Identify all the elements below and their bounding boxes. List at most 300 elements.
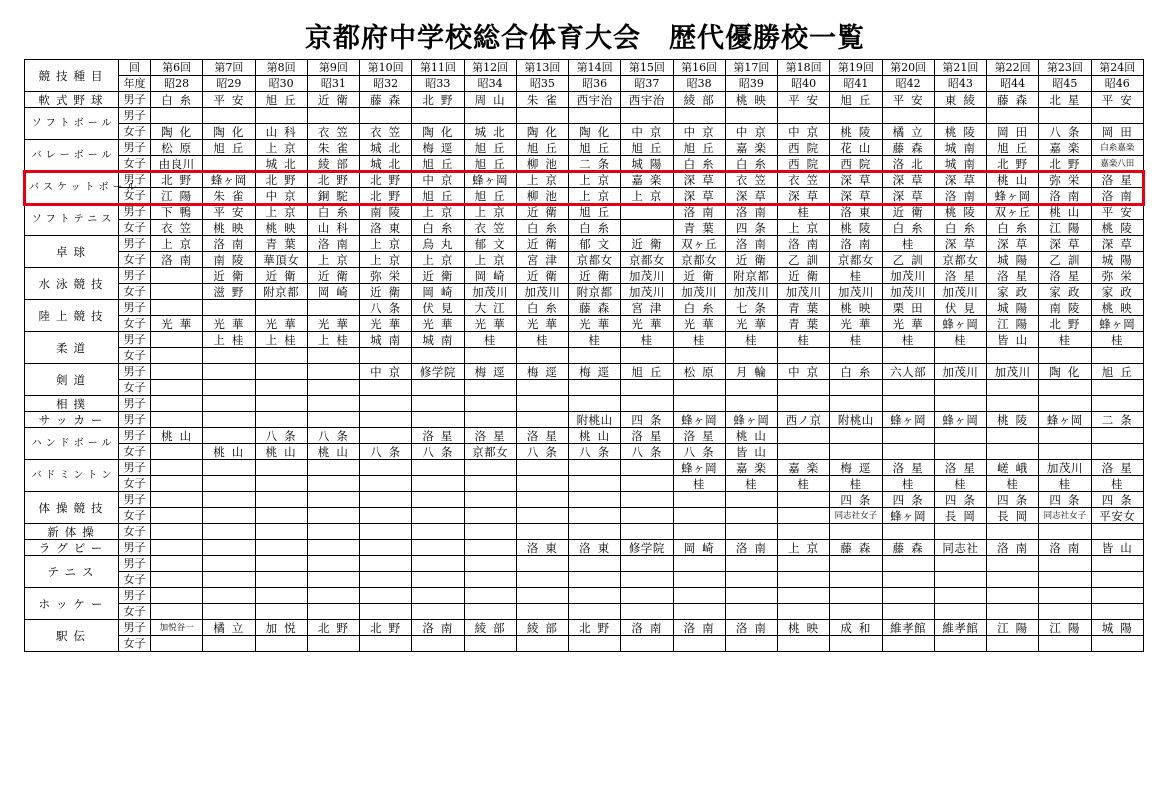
- winner-cell: 城南: [934, 156, 986, 172]
- winner-cell: [1091, 396, 1144, 412]
- winner-cell: 藤森: [569, 300, 621, 316]
- winner-cell: 洛星: [621, 428, 673, 444]
- winner-cell: 同志社女子: [830, 508, 882, 524]
- winner-cell: 加茂川: [621, 284, 673, 300]
- winner-cell: 洛星: [1091, 460, 1144, 476]
- winner-cell: 上京: [412, 204, 464, 220]
- winner-cell: [412, 524, 464, 540]
- winner-cell: [203, 476, 255, 492]
- winner-cell: [830, 572, 882, 588]
- winner-cell: [255, 108, 307, 124]
- winner-cell: 光華: [569, 316, 621, 332]
- winner-cell: 深草: [882, 172, 934, 188]
- winner-cell: [255, 508, 307, 524]
- nendo-header: 昭33: [412, 76, 464, 92]
- winner-cell: [464, 508, 516, 524]
- winner-cell: [673, 380, 725, 396]
- winner-cell: 藤森: [882, 140, 934, 156]
- winner-cell: 桂: [1039, 476, 1091, 492]
- winner-cell: 上京: [569, 172, 621, 188]
- winner-cell: 上桂: [255, 332, 307, 348]
- winner-cell: 白糸: [987, 220, 1039, 236]
- winner-cell: [934, 428, 986, 444]
- winner-cell: 岡崎: [307, 284, 359, 300]
- winner-cell: 桃陵: [830, 124, 882, 140]
- winner-cell: 旭丘: [412, 188, 464, 204]
- winner-cell: [1039, 396, 1091, 412]
- winner-cell: 南陵: [1039, 300, 1091, 316]
- winner-cell: 城南: [360, 332, 412, 348]
- winner-cell: 柳池: [516, 156, 568, 172]
- winner-cell: [778, 444, 830, 460]
- winner-cell: 岡崎: [673, 540, 725, 556]
- winner-cell: 朱雀: [203, 188, 255, 204]
- kai-header: 第21回: [934, 60, 986, 76]
- winner-cell: [725, 396, 777, 412]
- winner-cell: [516, 380, 568, 396]
- sex-label: 女子: [119, 508, 151, 524]
- winner-cell: 岡崎: [464, 268, 516, 284]
- winner-cell: [778, 428, 830, 444]
- winner-cell: 近衛: [516, 236, 568, 252]
- winner-cell: [569, 556, 621, 572]
- winner-cell: [778, 572, 830, 588]
- winner-cell: [516, 492, 568, 508]
- winner-cell: 京都女: [621, 252, 673, 268]
- winner-cell: [987, 428, 1039, 444]
- sex-label: 女子: [119, 156, 151, 172]
- winner-cell: 城陽: [987, 252, 1039, 268]
- sex-label: 女子: [119, 348, 151, 364]
- nendo-header: 昭42: [882, 76, 934, 92]
- table-row: [25, 524, 1144, 540]
- table-row: [25, 332, 1144, 348]
- winner-cell: [360, 508, 412, 524]
- winner-cell: 中京: [621, 124, 673, 140]
- winner-cell: 江陽: [1039, 220, 1091, 236]
- winner-cell: 東綾: [934, 92, 986, 108]
- winner-cell: 白糸: [725, 156, 777, 172]
- winner-cell: 洛星: [1039, 268, 1091, 284]
- winner-cell: [203, 348, 255, 364]
- winner-cell: 光華: [151, 316, 203, 332]
- winner-cell: 修学院: [412, 364, 464, 380]
- winner-cell: 郁文: [569, 236, 621, 252]
- winner-cell: [725, 604, 777, 620]
- winner-cell: 江陽: [1039, 620, 1091, 636]
- winner-cell: [882, 588, 934, 604]
- winner-cell: 岡崎: [412, 284, 464, 300]
- winner-cell: 北野: [255, 172, 307, 188]
- winner-cell: 朱雀: [516, 92, 568, 108]
- winner-cell: [151, 556, 203, 572]
- sport-name: 体操競技: [25, 492, 119, 524]
- winner-cell: 旭丘: [621, 364, 673, 380]
- winner-cell: 白糸: [516, 220, 568, 236]
- winner-cell: 嘉楽: [725, 140, 777, 156]
- sex-label: 女子: [119, 284, 151, 300]
- winner-cell: [621, 460, 673, 476]
- winner-cell: 加茂川: [778, 284, 830, 300]
- winner-cell: [569, 108, 621, 124]
- winner-cell: [569, 604, 621, 620]
- winner-cell: [412, 380, 464, 396]
- winner-cell: [621, 380, 673, 396]
- winner-cell: 洛星: [987, 268, 1039, 284]
- winner-cell: 洛南: [830, 236, 882, 252]
- winner-cell: [412, 476, 464, 492]
- winner-cell: 蜂ヶ岡: [1039, 412, 1091, 428]
- winner-cell: [516, 108, 568, 124]
- winner-cell: [569, 492, 621, 508]
- winner-cell: 桃山: [151, 428, 203, 444]
- winner-cell: [412, 492, 464, 508]
- sex-label: 女子: [119, 188, 151, 204]
- sex-label: 女子: [119, 604, 151, 620]
- winner-cell: 桂: [673, 476, 725, 492]
- winner-cell: 上京: [464, 204, 516, 220]
- winner-cell: [307, 588, 359, 604]
- winner-cell: 近衛: [673, 268, 725, 284]
- winner-cell: 青葉: [778, 316, 830, 332]
- winner-cell: [151, 604, 203, 620]
- winner-cell: [569, 524, 621, 540]
- kai-label: 回: [119, 60, 151, 76]
- sex-label: 女子: [119, 572, 151, 588]
- winner-cell: 深草: [934, 236, 986, 252]
- winner-cell: 乙訓: [778, 252, 830, 268]
- sex-label: 女子: [119, 252, 151, 268]
- winner-cell: 蜂ヶ岡: [934, 412, 986, 428]
- winner-cell: 北野: [307, 620, 359, 636]
- winner-cell: 上京: [516, 172, 568, 188]
- sex-label: 男子: [119, 620, 151, 636]
- winner-cell: 長岡: [934, 508, 986, 524]
- winner-cell: 中京: [360, 364, 412, 380]
- winner-cell: 柳池: [516, 188, 568, 204]
- winner-cell: 近衛: [621, 236, 673, 252]
- winner-cell: [360, 108, 412, 124]
- winner-cell: [987, 572, 1039, 588]
- winner-cell: [203, 380, 255, 396]
- winner-cell: 白糸: [673, 156, 725, 172]
- winner-cell: 洛南: [725, 540, 777, 556]
- winner-cell: 上京: [464, 252, 516, 268]
- winner-cell: 衣笠: [725, 172, 777, 188]
- winner-cell: 旭丘: [987, 140, 1039, 156]
- winner-cell: [464, 396, 516, 412]
- winner-cell: 乙訓: [882, 252, 934, 268]
- winner-cell: 中京: [725, 124, 777, 140]
- winner-cell: 加茂川: [621, 268, 673, 284]
- winner-cell: 白糸: [151, 92, 203, 108]
- kai-header: 第19回: [830, 60, 882, 76]
- winner-cell: 京都女: [934, 252, 986, 268]
- nendo-header: 昭29: [203, 76, 255, 92]
- winner-cell: [830, 428, 882, 444]
- winner-cell: 弥栄: [360, 268, 412, 284]
- winner-cell: 梅逕: [412, 140, 464, 156]
- sport-name: サッカー: [25, 412, 119, 428]
- winner-cell: [360, 524, 412, 540]
- winner-cell: [1039, 108, 1091, 124]
- winner-cell: [1091, 636, 1144, 652]
- winner-cell: 上桂: [307, 332, 359, 348]
- winner-cell: 洛東: [830, 204, 882, 220]
- winner-cell: 江陽: [987, 620, 1039, 636]
- winner-cell: [464, 588, 516, 604]
- winner-cell: 附桃山: [569, 412, 621, 428]
- winner-cell: 附桃山: [830, 412, 882, 428]
- winner-cell: 旭丘: [673, 140, 725, 156]
- winner-cell: [778, 108, 830, 124]
- winner-cell: 平安: [203, 204, 255, 220]
- table-row: [25, 108, 1144, 124]
- winner-cell: 光華: [516, 316, 568, 332]
- winner-cell: 西宇治: [569, 92, 621, 108]
- winner-cell: 西宇治: [621, 92, 673, 108]
- winner-cell: [987, 348, 1039, 364]
- winner-cell: [830, 396, 882, 412]
- winner-cell: [778, 492, 830, 508]
- winner-cell: 西院: [778, 140, 830, 156]
- winner-cell: 洛東: [360, 220, 412, 236]
- winner-cell: 岡田: [1091, 124, 1144, 140]
- winner-cell: 平安: [882, 92, 934, 108]
- winner-cell: [412, 636, 464, 652]
- winner-cell: [987, 524, 1039, 540]
- winner-cell: [569, 508, 621, 524]
- winner-cell: 江陽: [987, 316, 1039, 332]
- winner-cell: 平安: [1091, 204, 1144, 220]
- winner-cell: 滋野: [203, 284, 255, 300]
- winner-cell: 洛南: [778, 236, 830, 252]
- winner-cell: [307, 460, 359, 476]
- winner-cell: [203, 412, 255, 428]
- winner-cell: 加悦谷一: [151, 620, 203, 636]
- winner-cell: [725, 508, 777, 524]
- winner-cell: [307, 396, 359, 412]
- winner-cell: 桃山: [1039, 204, 1091, 220]
- table-row: [25, 268, 1144, 284]
- winner-cell: 八条: [360, 444, 412, 460]
- sex-label: 男子: [119, 492, 151, 508]
- winner-cell: [830, 588, 882, 604]
- sport-name: 柔道: [25, 332, 119, 364]
- winner-cell: 平安: [778, 92, 830, 108]
- table-row: [25, 476, 1144, 492]
- winner-cell: [464, 348, 516, 364]
- winner-cell: [203, 572, 255, 588]
- winner-cell: [1039, 556, 1091, 572]
- winner-cell: 深草: [778, 188, 830, 204]
- winner-cell: [151, 572, 203, 588]
- winner-cell: 双ヶ丘: [673, 236, 725, 252]
- winner-cell: 城陽: [987, 300, 1039, 316]
- winner-cell: 桃山: [725, 428, 777, 444]
- winner-cell: [725, 572, 777, 588]
- table-row: [25, 492, 1144, 508]
- winner-cell: [778, 348, 830, 364]
- winner-cell: [307, 364, 359, 380]
- winner-cell: 蜂ヶ岡: [725, 412, 777, 428]
- winner-cell: 加茂川: [987, 364, 1039, 380]
- winner-cell: 洛南: [725, 236, 777, 252]
- winner-cell: 近衛: [516, 268, 568, 284]
- sex-label: 男子: [119, 204, 151, 220]
- winner-cell: 旭丘: [203, 140, 255, 156]
- winner-cell: 加茂川: [934, 364, 986, 380]
- winner-cell: 桂: [882, 332, 934, 348]
- winner-cell: 陶化: [1039, 364, 1091, 380]
- winner-cell: [516, 556, 568, 572]
- winner-cell: 四条: [1039, 492, 1091, 508]
- champions-table: [24, 59, 1144, 652]
- nendo-header: 昭38: [673, 76, 725, 92]
- winner-cell: 北野: [412, 92, 464, 108]
- winner-cell: 西院: [778, 156, 830, 172]
- winner-cell: [360, 572, 412, 588]
- winner-cell: [778, 524, 830, 540]
- table-row: [25, 124, 1144, 140]
- winner-cell: [412, 396, 464, 412]
- winner-cell: [412, 460, 464, 476]
- winner-cell: [203, 364, 255, 380]
- sex-label: 男子: [119, 300, 151, 316]
- winner-cell: 上京: [151, 236, 203, 252]
- winner-cell: 上京: [360, 236, 412, 252]
- winner-cell: 桂: [778, 476, 830, 492]
- winner-cell: 洛星: [934, 268, 986, 284]
- table-row: [25, 156, 1144, 172]
- winner-cell: 洛星: [882, 460, 934, 476]
- winner-cell: [255, 380, 307, 396]
- winner-cell: [882, 428, 934, 444]
- winner-cell: [673, 348, 725, 364]
- kai-header: 第22回: [987, 60, 1039, 76]
- winner-cell: [516, 396, 568, 412]
- table-row: [25, 172, 1144, 188]
- sex-label: 男子: [119, 396, 151, 412]
- table-row: [25, 316, 1144, 332]
- winner-cell: [307, 604, 359, 620]
- sport-name: バレーボール: [25, 140, 119, 172]
- winner-cell: 成和: [830, 620, 882, 636]
- winner-cell: [360, 492, 412, 508]
- winner-cell: [621, 396, 673, 412]
- winner-cell: [151, 492, 203, 508]
- winner-cell: [360, 460, 412, 476]
- winner-cell: [1091, 380, 1144, 396]
- winner-cell: 梅逕: [516, 364, 568, 380]
- winner-cell: [412, 572, 464, 588]
- winner-cell: 桃山: [255, 444, 307, 460]
- winner-cell: [516, 588, 568, 604]
- winner-cell: 陶化: [412, 124, 464, 140]
- winner-cell: 桂: [464, 332, 516, 348]
- winner-cell: 光華: [882, 316, 934, 332]
- winner-cell: 白糸嘉楽: [1091, 140, 1144, 156]
- kai-header: 第23回: [1039, 60, 1091, 76]
- winner-cell: [830, 556, 882, 572]
- winner-cell: [1091, 444, 1144, 460]
- winner-cell: 旭丘: [621, 140, 673, 156]
- sport-name: 駅伝: [25, 620, 119, 652]
- winner-cell: 四条: [830, 492, 882, 508]
- winner-cell: 旭丘: [412, 156, 464, 172]
- winner-cell: [203, 492, 255, 508]
- winner-cell: 桂: [934, 476, 986, 492]
- winner-cell: 西院: [830, 156, 882, 172]
- winner-cell: 京都女: [569, 252, 621, 268]
- winner-cell: 旭丘: [569, 140, 621, 156]
- winner-cell: [307, 540, 359, 556]
- winner-cell: 桃山: [307, 444, 359, 460]
- winner-cell: [307, 524, 359, 540]
- winner-cell: 上京: [307, 252, 359, 268]
- winner-cell: 深草: [1039, 236, 1091, 252]
- winner-cell: 桃陵: [987, 412, 1039, 428]
- winner-cell: 衣笠: [151, 220, 203, 236]
- winner-cell: 近衛: [516, 204, 568, 220]
- table-row: [25, 572, 1144, 588]
- winner-cell: 北野: [360, 172, 412, 188]
- winner-cell: [151, 460, 203, 476]
- winner-cell: 衣笠: [778, 172, 830, 188]
- winner-cell: [934, 636, 986, 652]
- winner-cell: [151, 364, 203, 380]
- sex-label: 男子: [119, 268, 151, 284]
- winner-cell: 北野: [360, 620, 412, 636]
- winner-cell: [203, 556, 255, 572]
- winner-cell: 深草: [673, 188, 725, 204]
- winner-cell: 加茂川: [1039, 460, 1091, 476]
- winner-cell: [255, 588, 307, 604]
- winner-cell: [830, 380, 882, 396]
- winner-cell: 衣笠: [307, 124, 359, 140]
- nendo-header: 昭32: [360, 76, 412, 92]
- nendo-header: 昭40: [778, 76, 830, 92]
- winner-cell: 白糸: [830, 364, 882, 380]
- winner-cell: [934, 604, 986, 620]
- nendo-header: 昭36: [569, 76, 621, 92]
- nendo-header: 昭43: [934, 76, 986, 92]
- winner-cell: [673, 108, 725, 124]
- winner-cell: [360, 476, 412, 492]
- winner-cell: 蜂ヶ岡: [673, 460, 725, 476]
- winner-cell: [412, 540, 464, 556]
- sex-label: 男子: [119, 556, 151, 572]
- winner-cell: 四条: [882, 492, 934, 508]
- winner-cell: [307, 108, 359, 124]
- winner-cell: [307, 348, 359, 364]
- winner-cell: 蜂ヶ岡: [1091, 316, 1144, 332]
- winner-cell: [778, 380, 830, 396]
- winner-cell: 桃映: [203, 220, 255, 236]
- winner-cell: [360, 604, 412, 620]
- winner-cell: [203, 588, 255, 604]
- winner-cell: [464, 460, 516, 476]
- winner-cell: 洛南: [1039, 188, 1091, 204]
- winner-cell: [151, 332, 203, 348]
- winner-cell: 光華: [203, 316, 255, 332]
- winner-cell: [725, 108, 777, 124]
- winner-cell: 蜂ヶ岡: [882, 412, 934, 428]
- header-row-kai: [25, 60, 1144, 76]
- winner-cell: 近衛: [360, 284, 412, 300]
- winner-cell: [987, 380, 1039, 396]
- winner-cell: 洛星: [516, 428, 568, 444]
